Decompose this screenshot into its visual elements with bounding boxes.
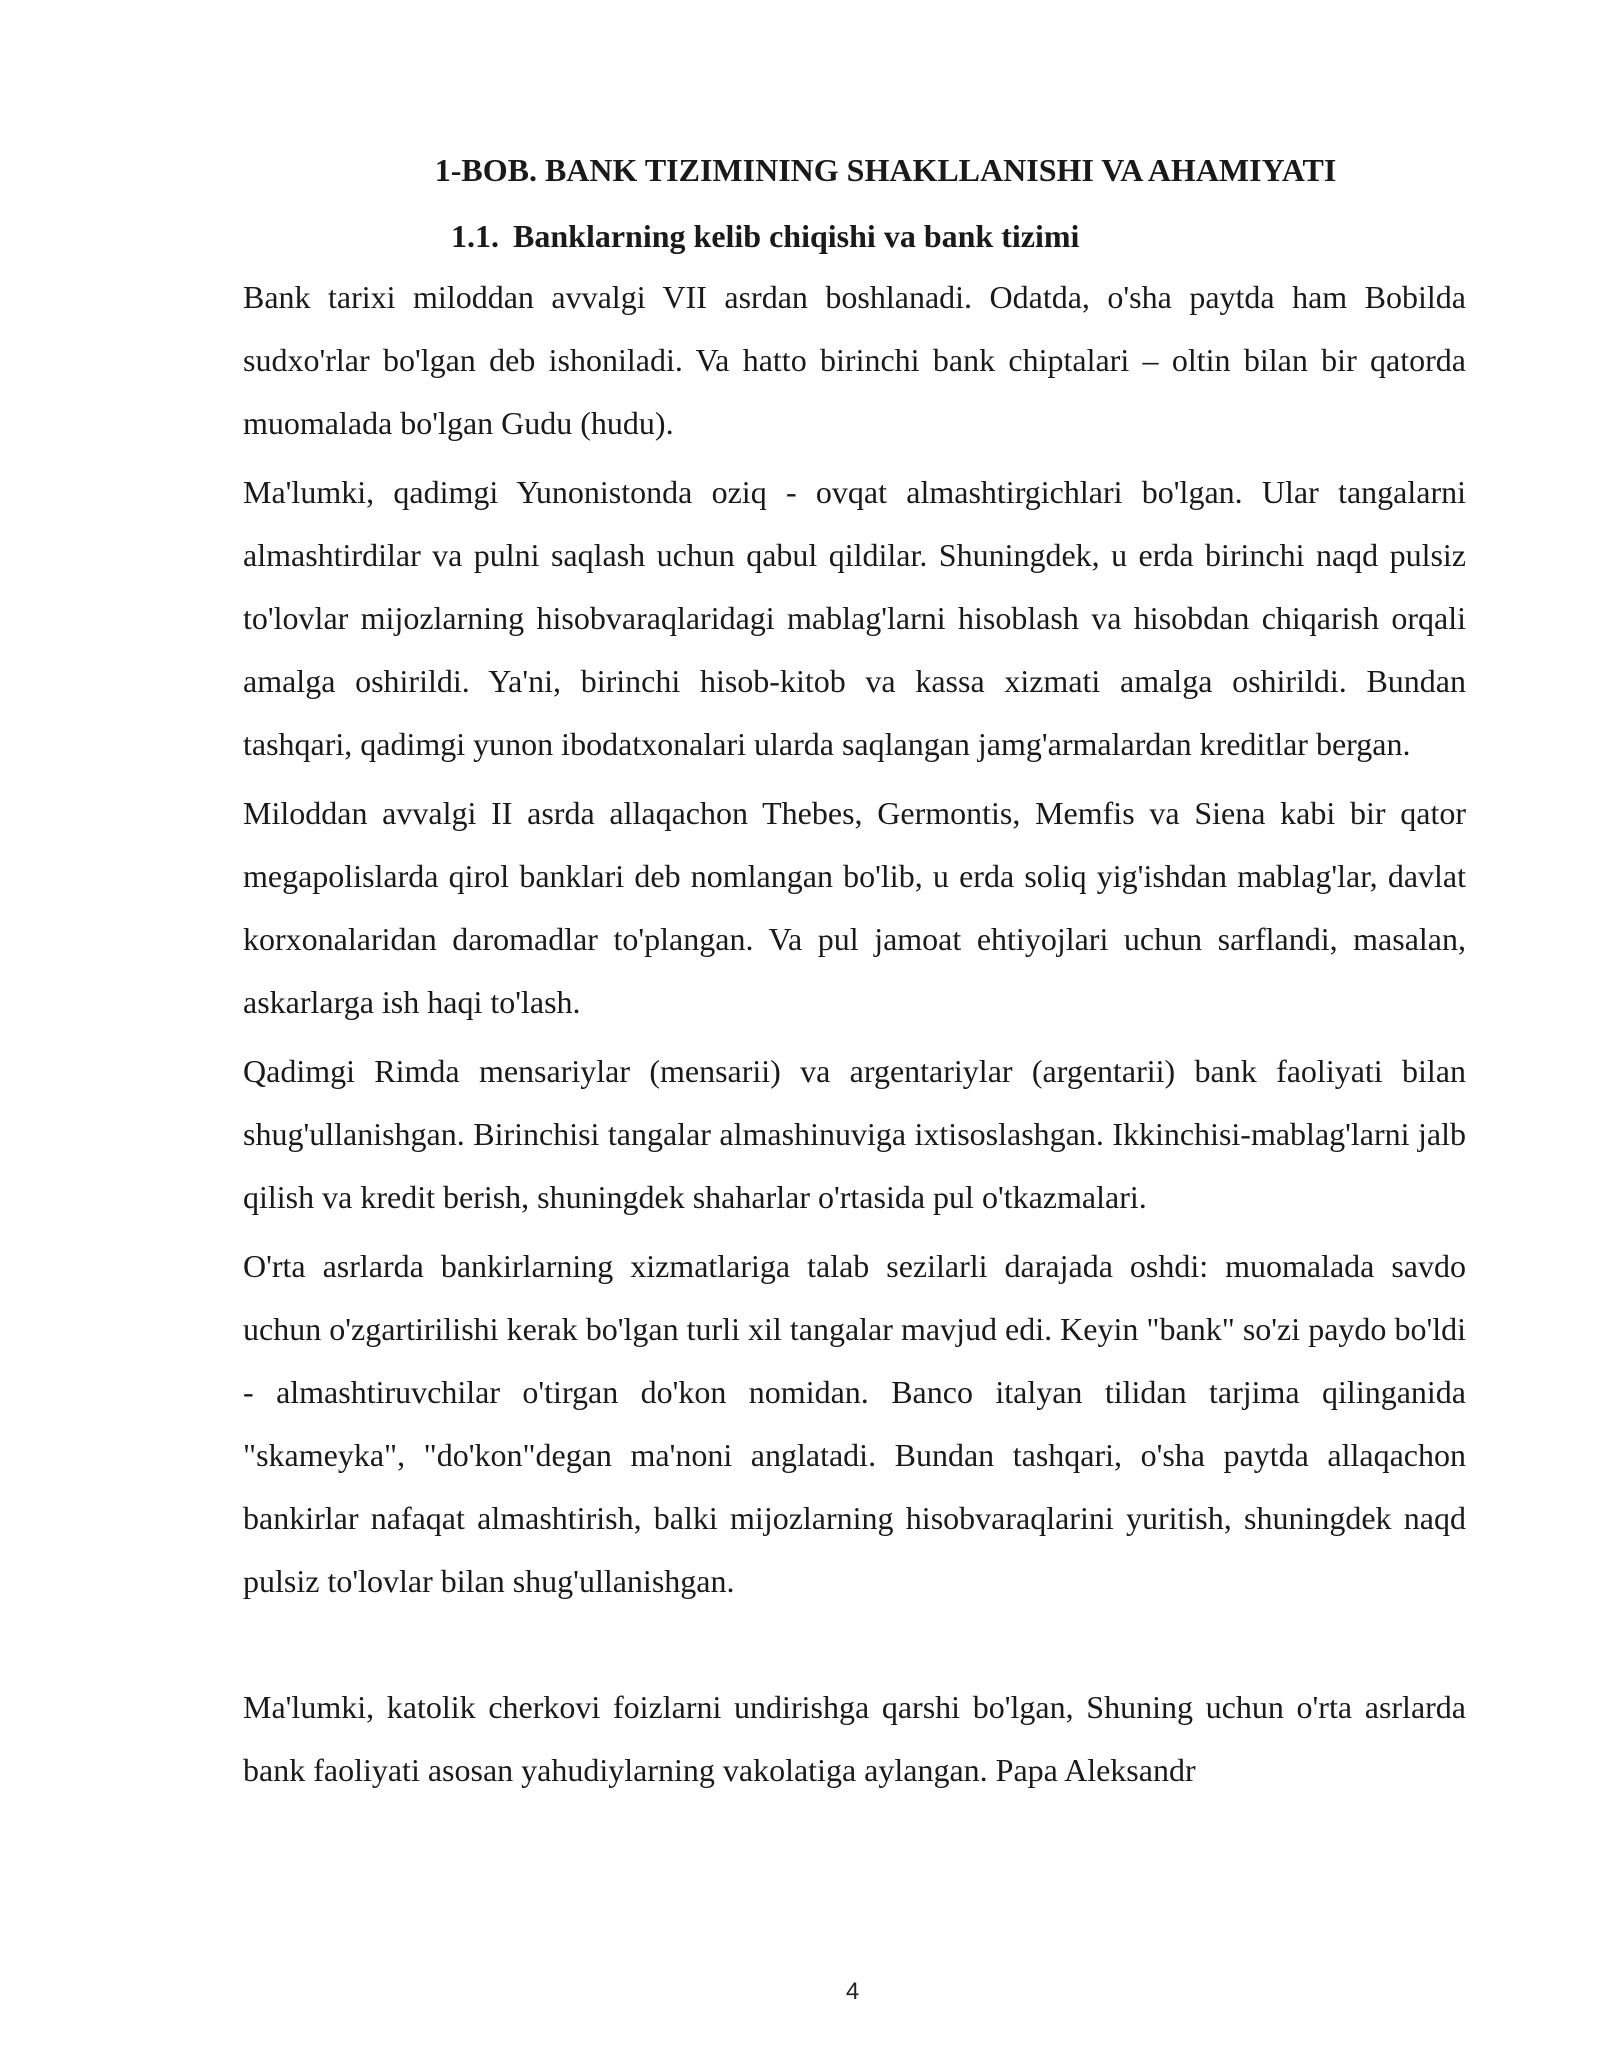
paragraph-2: Ma'lumki, qadimgi Yunonistonda oziq - ovqat almashtirgichlari bo'lgan. Ular tangalarni almashtirdilar va pulni saqlash uchun qabul qildilar. Shuningdek, u erda birinchi naqd pulsiz to'lovlar mijozlarning hisobvaraqlaridagi mablag'larni hisoblash va hisobdan chiqarish orqali amalga oshirildi. Ya'ni, birinchi hisob-kitob va kassa xizmati amalga oshirildi. Bundan tashqari, qadimgi yunon ibodatxonalari ularda saqlangan jamg'armalardan kreditlar bergan. (243, 474, 1466, 762)
section-title (243, 212, 1466, 260)
paragraph-4: Qadimgi Rimda mensariylar (mensarii) va argentariylar (argentarii) bank faoliyati bilan shug'ullanishgan. Birinchisi tangalar almashinuviga ixtisoslashgan. Ikkinchisi-mablag'larni jalb qilish va kredit berish, shuningdek shaharlar o'rtasida pul o'tkazmalari. (243, 1053, 1466, 1215)
page-content (243, 146, 1466, 1802)
chapter-title: 1-BOB. BANK TIZIMINING SHAKLLANISHI VA AHAMIYATI (434, 152, 1337, 188)
paragraph-1: Bank tarixi miloddan avvalgi VII asrdan boshlanadi. Odatda, o'sha paytda ham Bobilda sudxo'rlar bo'lgan deb ishoniladi. Va hatto birinchi bank chiptalari – oltin bilan bir qatorda muomalada bo'lgan Gudu (hudu). (243, 279, 1466, 441)
section-number: 1.1. (451, 218, 499, 254)
paragraph-5: O'rta asrlarda bankirlarning xizmatlariga talab sezilarli darajada oshdi: muomalada savdo uchun o'zgartirilishi kerak bo'lgan turli xil tangalar mavjud edi. Keyin "bank" so'zi paydo bo'ldi - almashtiruvchilar o'tirgan do'kon nomidan. Banco italyan tilidan tarjima qilinganida "skameyka", "do'kon"degan ma'noni anglatadi. Bundan tashqari, o'sha paytda allaqachon bankirlar nafaqat almashtirish, balki mijozlarning hisobvaraqlarini yuritish, shuningdek naqd pulsiz to'lovlar bilan shug'ullanishgan. (243, 1248, 1466, 1599)
section-title-text: Banklarning kelib chiqishi va bank tizimi (513, 218, 1080, 254)
paragraph-6: Ma'lumki, katolik cherkovi foizlarni undirishga qarshi bo'lgan, Shuning uchun o'rta asrlarda bank faoliyati asosan yahudiylarning vakolatiga aylangan. Papa Aleksandr (243, 1689, 1466, 1788)
page-number: 4 (845, 1978, 860, 2005)
paragraph-3: Miloddan avvalgi II asrda allaqachon Thebes, Germontis, Memfis va Siena kabi bir qator megapolislarda qirol banklari deb nomlangan bo'lib, u erda soliq yig'ishdan mablag'lar, davlat korxonalaridan daromadlar to'plangan. Va pul jamoat ehtiyojlari uchun sarflandi, masalan, askarlarga ish haqi to'lash. (243, 795, 1466, 1020)
